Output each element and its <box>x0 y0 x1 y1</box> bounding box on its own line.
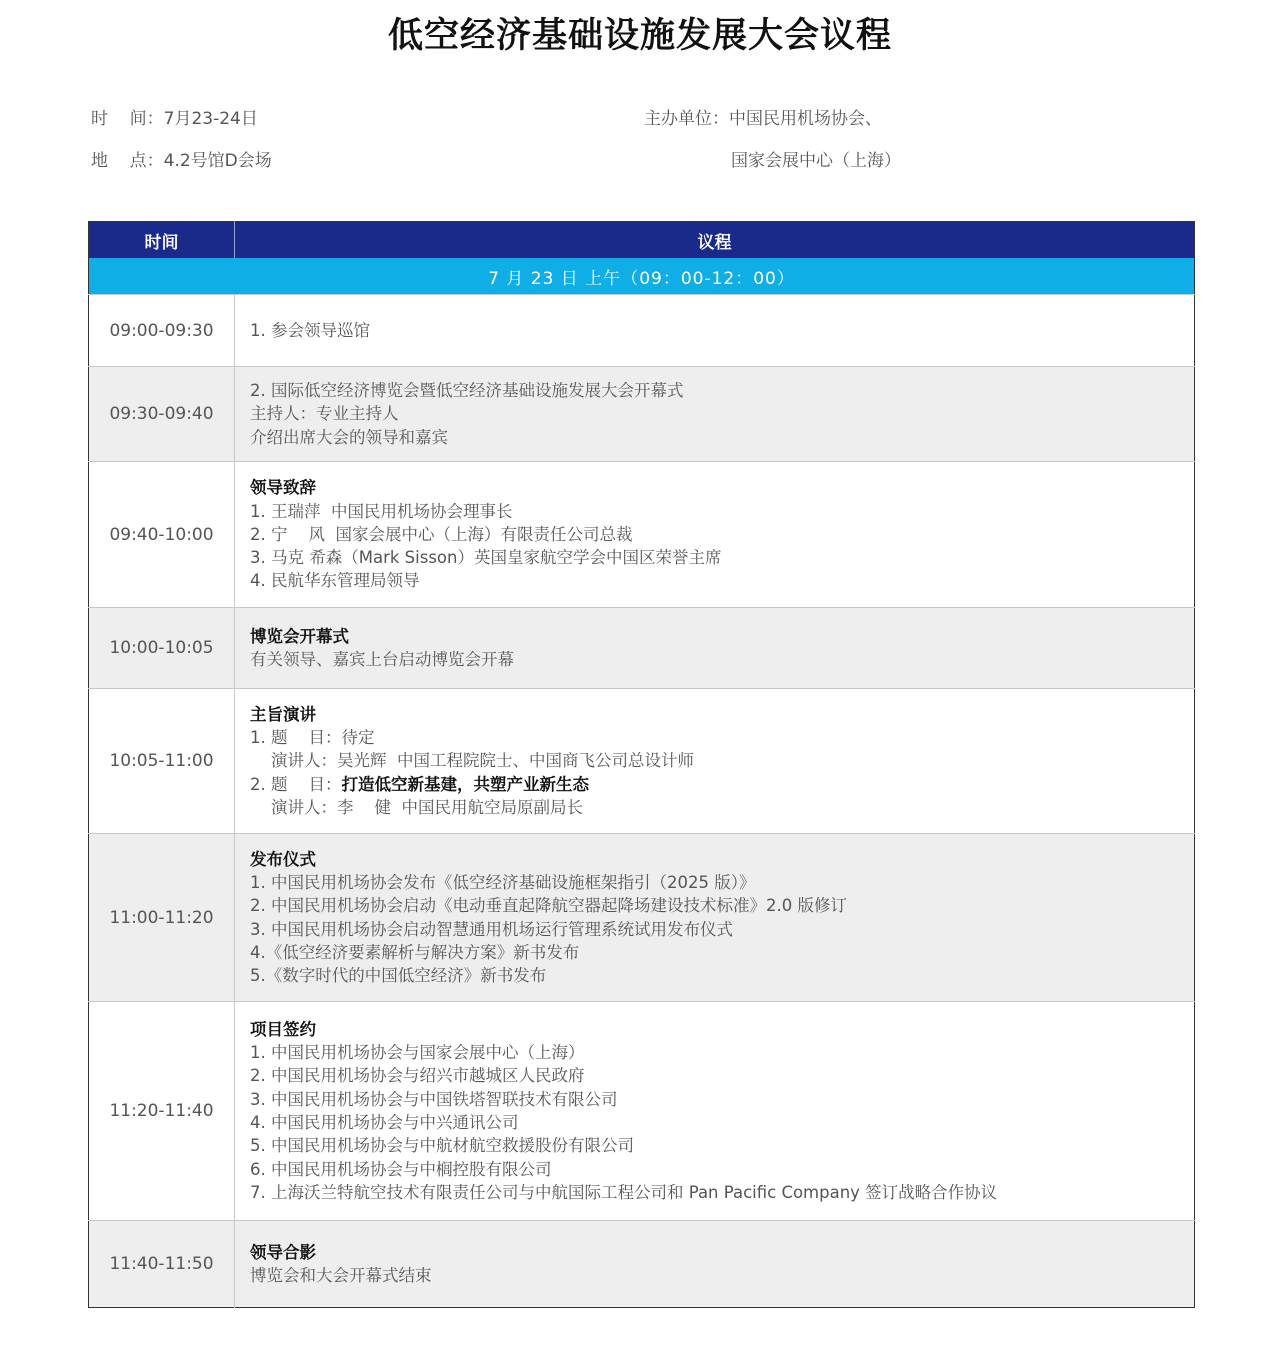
row-line: 博览会和大会开幕式结束 <box>250 1266 432 1285</box>
row-content <box>235 1002 1195 1221</box>
row-line: 3. 马克 希森（Mark Sisson）英国皇家航空学会中国区荣誉主席 <box>250 548 722 568</box>
row-content <box>235 608 1195 689</box>
row-content <box>235 367 1195 462</box>
row-line: 4. 民航华东管理局领导 <box>250 571 420 591</box>
table-row <box>89 689 1195 834</box>
table-row <box>89 462 1195 608</box>
speech-title-strong: 打造低空新基建，共塑产业新生态 <box>341 774 589 794</box>
row-line: 2. 中国民用机场协会启动《电动垂直起降航空器起降场建设技术标准》2.0 版修订 <box>250 896 847 916</box>
row-line: 主持人：专业主持人 <box>250 404 399 424</box>
row-content <box>235 295 1195 367</box>
meta-place-value: 4.2号馆D会场 <box>163 151 272 171</box>
row-line: 4.《低空经济要素解析与解决方案》新书发布 <box>250 942 580 962</box>
table-row <box>89 295 1195 367</box>
row-content <box>235 834 1195 1002</box>
row-line: 演讲人：李 健 中国民用航空局原副局长 <box>250 797 583 817</box>
row-line: 1. 中国民用机场协会与国家会展中心（上海） <box>250 1043 585 1063</box>
row-time: 09:00-09:30 <box>89 295 235 367</box>
table-row <box>89 367 1195 462</box>
meta-organizer-label: 主办单位： <box>644 109 729 129</box>
agenda-table <box>88 221 1195 1308</box>
row-line: 1. 王瑞萍 中国民用机场协会理事长 <box>250 501 513 521</box>
row-content <box>235 462 1195 608</box>
row-heading: 发布仪式 <box>250 849 316 869</box>
row-content <box>235 1221 1195 1308</box>
row-line: 1. 中国民用机场协会发布《低空经济基础设施框架指引（2025 版）》 <box>250 872 756 892</box>
row-line: 7. 上海沃兰特航空技术有限责任公司与中航国际工程公司和 Pan Pacific Company 签订战略合作协议 <box>250 1182 998 1202</box>
row-line: 2. 中国民用机场协会与绍兴市越城区人民政府 <box>250 1066 585 1086</box>
row-line: 5.《数字时代的中国低空经济》新书发布 <box>250 966 547 986</box>
row-line: 6. 中国民用机场协会与中榈控股有限公司 <box>250 1159 552 1179</box>
row-time: 11:00-11:20 <box>89 834 235 1002</box>
table-row <box>89 1002 1195 1221</box>
row-heading: 主旨演讲 <box>250 704 316 724</box>
row-line: 5. 中国民用机场协会与中航材航空救援股份有限公司 <box>250 1136 634 1156</box>
row-time: 09:40-10:00 <box>89 462 235 608</box>
meta-time-value: 7月23-24日 <box>163 109 258 129</box>
row-line: 2. 国际低空经济博览会暨低空经济基础设施发展大会开幕式 <box>250 381 684 401</box>
meta-organizer-1: 中国民用机场协会、 <box>729 109 882 129</box>
row-time: 11:40-11:50 <box>89 1221 235 1308</box>
page-title: 低空经济基础设施发展大会议程 <box>387 16 892 56</box>
table-row <box>89 1221 1195 1308</box>
row-time: 10:05-11:00 <box>89 689 235 834</box>
meta-place-label: 地 点： <box>91 151 164 171</box>
row-line: 2. 宁 风 国家会展中心（上海）有限责任公司总裁 <box>250 524 633 544</box>
session-label: 7 月 23 日 上午（09：00-12：00） <box>89 258 1195 295</box>
row-line <box>250 773 1194 796</box>
row-heading: 项目签约 <box>250 1019 316 1039</box>
row-time: 10:00-10:05 <box>89 608 235 689</box>
col-header-agenda: 议程 <box>235 222 1195 259</box>
table-header <box>89 222 1195 259</box>
meta-place <box>91 146 272 171</box>
row-line: 演讲人：吴光辉 中国工程院院士、中国商飞公司总设计师 <box>250 751 694 771</box>
row-line-prefix: 2. 题 目： <box>250 774 342 794</box>
row-time: 11:20-11:40 <box>89 1002 235 1221</box>
meta-organizer-2: 国家会展中心（上海） <box>731 151 901 171</box>
session-row <box>89 258 1195 295</box>
row-content <box>235 689 1195 834</box>
meta-time-label: 时 间： <box>91 109 164 129</box>
row-line: 有关领导、嘉宾上台启动博览会开幕 <box>250 650 514 669</box>
table-row <box>89 608 1195 689</box>
row-time: 09:30-09:40 <box>89 367 235 462</box>
row-heading: 领导致辞 <box>250 478 316 498</box>
row-line: 1. 参会领导巡馆 <box>250 320 370 340</box>
row-heading: 博览会开幕式 <box>250 626 349 646</box>
row-line: 3. 中国民用机场协会启动智慧通用机场运行管理系统试用发布仪式 <box>250 919 733 939</box>
row-heading: 领导合影 <box>250 1242 316 1262</box>
meta-time <box>91 104 258 129</box>
row-line: 3. 中国民用机场协会与中国铁塔智联技术有限公司 <box>250 1089 618 1109</box>
row-line: 4. 中国民用机场协会与中兴通讯公司 <box>250 1113 519 1132</box>
col-header-time: 时间 <box>89 222 235 259</box>
row-line: 1. 题 目：待定 <box>250 728 375 748</box>
row-line: 介绍出席大会的领导和嘉宾 <box>250 427 448 447</box>
meta-organizer <box>644 104 882 129</box>
table-row <box>89 834 1195 1002</box>
